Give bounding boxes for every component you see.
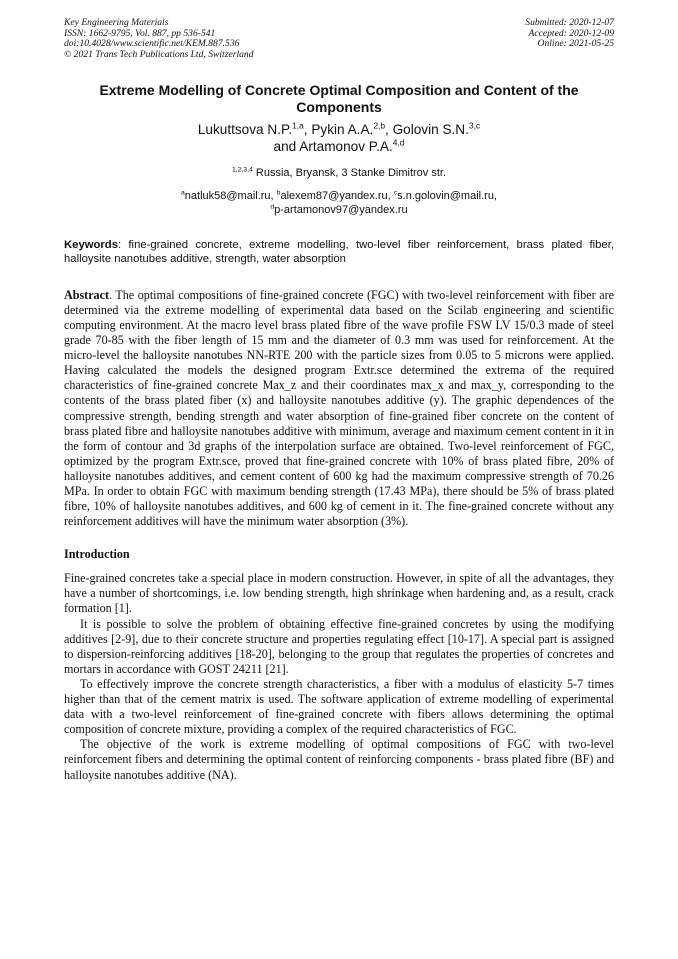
author-emails <box>64 190 614 218</box>
body-paragraph: Fine-grained concretes take a special place in modern construction. However, in spite of all the advantages, they have a number of shortcomings, i.e. low bending strength, high shrinkage when hardening and, as a result, crack formation [1]. <box>64 571 614 616</box>
online-date: Online: 2021-05-25 <box>537 38 614 50</box>
keywords-section <box>64 238 614 267</box>
body-paragraph: The objective of the work is extreme modelling of optimal compositions of FGC with two-level reinforcement fibers and determining the optimal content of reinforcing components - brass plated fibre (BF) and halloysite nanotubes additive (NA). <box>64 737 614 782</box>
journal-header <box>64 18 614 60</box>
author-name: Pykin A.A. <box>311 122 374 138</box>
body-paragraph: It is possible to solve the problem of obtaining effective fine-grained concretes by using the modifying additives [2-9], due to their concrete structure and properties regulating effect [10-17]. A special part is assigned to dispersion-reinforcing additives [18-20], belonging to the group that regulates the properties of concretes and mortars in accordance with GOST 24211 [21]. <box>64 616 614 676</box>
author-list: Lukuttsova N.P.$^{1,a}$, Pykin A.A.$^{2,b}$, Golovin S.N.$^{3,c}$ and Artamonov P.A.$^{4,d}$ <box>197 120 481 155</box>
submitted-date: Submitted: 2020-12-07 <box>525 17 614 28</box>
keywords-label: Keywords <box>64 238 118 251</box>
affiliation-text: Russia, Bryansk, 3 Stanke Dimitrov str. <box>255 167 447 180</box>
publication-info <box>64 18 254 60</box>
abstract-section <box>64 288 614 530</box>
accepted-date: Accepted: 2020-12-09 <box>528 27 614 39</box>
email-superscript: b <box>276 189 281 197</box>
author-name: Artamonov P.A. <box>299 139 393 155</box>
keywords-text: : fine-grained concrete, extreme modelling, two-level fiber reinforcement, brass plated fiber, halloysite nanotubes additive, strength, water absorption <box>64 238 614 266</box>
email-address: alexem87@yandex.ru, <box>280 190 391 203</box>
doi-line: doi:10.4028/www.scientific.net/KEM.887.536 <box>64 38 240 50</box>
affiliation <box>64 167 614 179</box>
email-superscript: c <box>393 189 398 197</box>
author-superscript: 2,b <box>373 120 386 131</box>
introduction-heading: Introduction <box>64 547 130 562</box>
abstract-label: Abstract <box>64 287 110 302</box>
email-address: p-artamonov97@yandex.ru <box>274 204 408 217</box>
paper-title: Extreme Modelling of Concrete Optimal Composition and Content of the Components <box>99 82 579 116</box>
copyright-line: © 2021 Trans Tech Publications Ltd, Switzerland <box>64 48 254 60</box>
email-superscript: d <box>270 203 275 211</box>
body-paragraph: To effectively improve the concrete strength characteristics, a fiber with a modulus of elasticity 5-7 times higher than that of the cement matrix is used. The software application of extreme modelling of experimental data with a two-level reinforcement of fine-grained concrete with fibers allows determining the optimal composition of concrete mixture, providing a complex of the required characteristics of FGC. <box>64 676 614 737</box>
author-superscript: 3,c <box>468 120 481 131</box>
email-address: s.n.golovin@mail.ru, <box>397 190 497 203</box>
affiliation-superscript: 1,2,3,4 <box>231 166 253 174</box>
abstract-text: . The optimal compositions of fine-grained concrete (FGC) with two-level reinforcement with fiber are determined via the extreme modelling of experimental data based on the Scilab engineering and scientific computing environment. At the macro level brass plated fibre of the wave profile FSW LV 15/0.3 made of steel grade 70-85 with the fiber length of 15 mm and the diameter of 0.3 mm was used for reinforcement. At the micro-level the halloysite nanotubes NN-RTE 200 with the particle sizes from 0.05 to 5 microns were applied. Having calculated the models the designed program Extr.sce determined the extrema of the required characteristics of fine-grained concrete Max_z and their coordinates max_x and max_y, corresponding to the contents of the brass plated fiber (x) and halloysite nanotubes additive (y). The graphic dependences of the compressive strength, bending strength and water absorption of fine-grained fiber concrete on the content of brass plated fibre and halloysite nanotubes additive with minimum, average and maximum cement content in it in the form of contour and 3d graphs of the interpolation surface are obtained. Two-level reinforcement of FGC, optimized by the program Extr.sce, proved that fine-grained concrete with 10% of brass plated fibre, 20% of halloysite nanotubes additives, and cement content of 600 kg had the maximum compressive strength of 70.26 MPa. In order to obtain FGC with maximum bending strength (17.43 MPa), there should be 5% of brass plated fibre, 10% of halloysite nanotubes additives, and 600 kg of cement in it. The fine-grained concrete without any reinforcement additives will have the minimum water absorption (3%). <box>64 287 614 529</box>
author-superscript: 1,a <box>292 120 304 131</box>
journal-name: Key Engineering Materials <box>64 17 169 28</box>
email-superscript: a <box>180 189 185 197</box>
publication-dates <box>525 18 614 60</box>
author-superscript: 4,d <box>392 137 405 148</box>
author-name: Lukuttsova N.P. <box>197 122 293 138</box>
author-conjunction: and <box>273 139 297 155</box>
issn-line: ISSN: 1662-9795, Vol. 887, pp 536-541 <box>64 27 216 39</box>
author-name: Golovin S.N. <box>392 122 469 138</box>
email-address: natluk58@mail.ru, <box>184 190 274 203</box>
introduction-body <box>64 571 614 782</box>
